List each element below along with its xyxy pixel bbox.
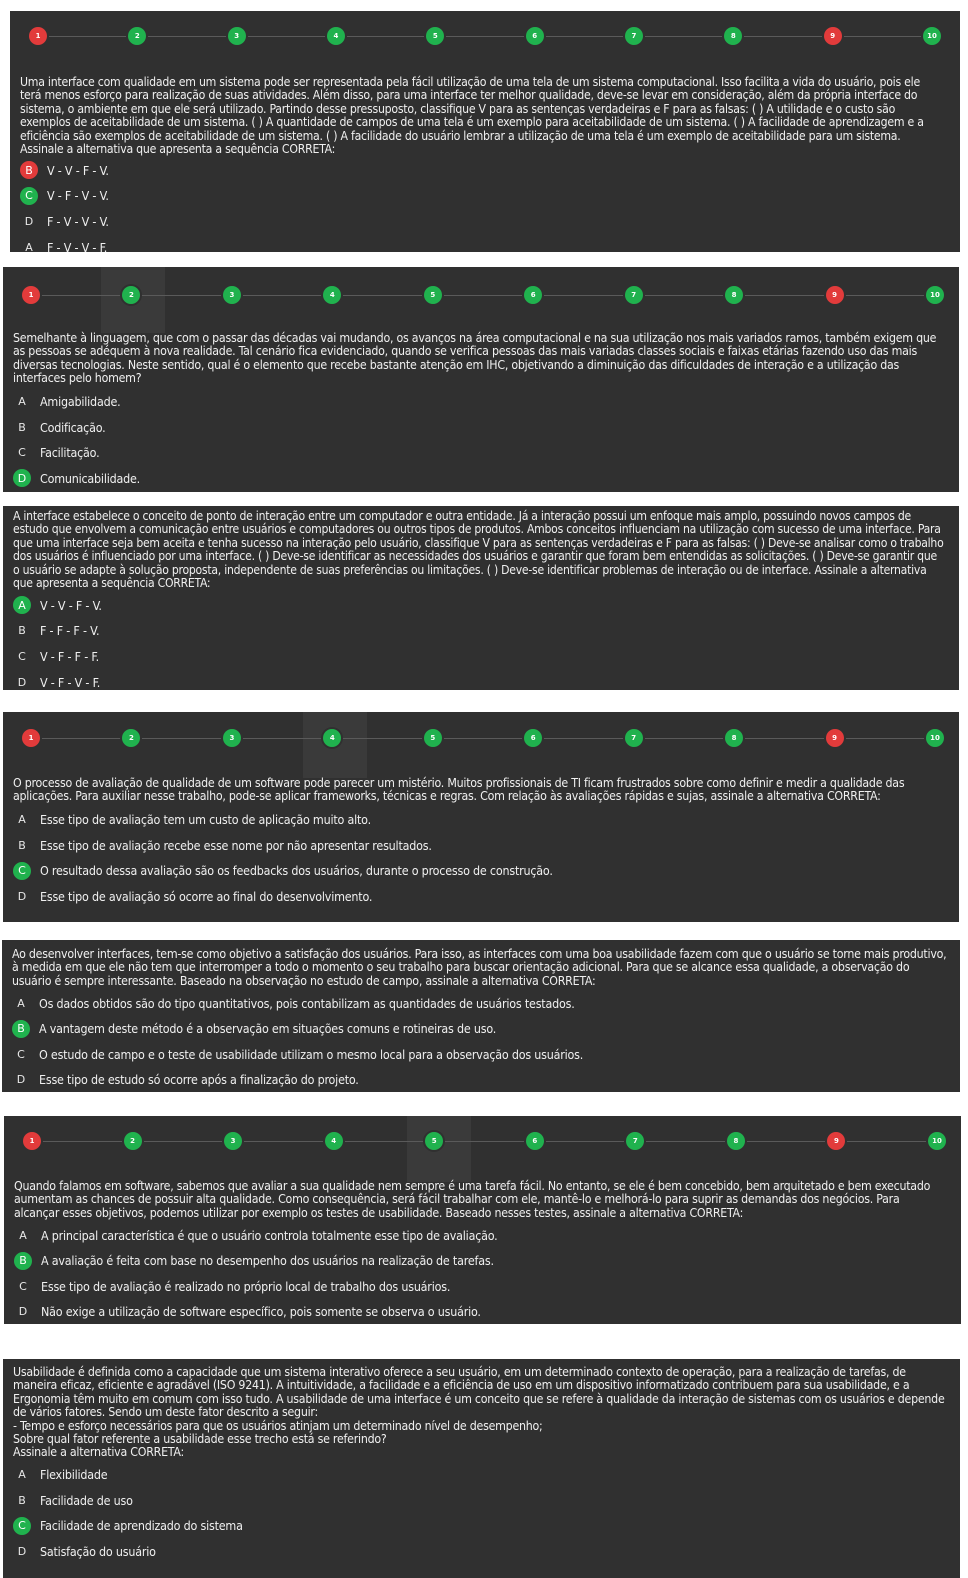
- option-letter-badge: B: [18, 624, 26, 638]
- option-letter-badge: B: [18, 1493, 26, 1507]
- answer-option[interactable]: [12, 1067, 956, 1092]
- option-letter-badge: B: [12, 1020, 30, 1038]
- answer-option[interactable]: [13, 414, 953, 440]
- question-number-dot[interactable]: 4: [323, 729, 341, 747]
- option-text: Facilitação.: [40, 445, 100, 461]
- question-number-dot[interactable]: 7: [625, 27, 643, 45]
- question-number-dot[interactable]: 2: [128, 27, 146, 45]
- question-text: Uma interface com qualidade em um sistema pode ser representada pela fácil utilização de uma tela de um sistema computacional. Isso facilita a vida do usuário, pois ele terá menos esforço para realização de suas atividades. Além disso, para uma interface ter melhor qualidade, deve-se levar em consideração, além da própria interface do sistema, o ambiente em que ele será utilizado. Partindo desse pressuposto, classifique V para as sentenças verdadeiras e F para as falsas: ( ) A utilidade e o custo são exemplos de aceitabilidade de um sistema. ( ) A quantidade de campos de uma tela é um exemplo para aceitabilidade de um sistema. ( ) A facilidade de aprendizagem e a eficiência são exemplos de aceitabilidade de um sistema. ( ) A facilidade do usuário lembrar a utilização de uma tela é um exemplo de aceitabilidade para um sistema. Assinale a alternativa que apresenta a sequência CORRETA:: [20, 75, 924, 157]
- question-card-1: [10, 11, 960, 252]
- option-letter-badge: C: [20, 187, 38, 205]
- option-text: Esse tipo de avaliação recebe esse nome por não apresentar resultados.: [40, 837, 432, 853]
- answer-option[interactable]: [12, 1016, 956, 1042]
- question-text: A interface estabelece o conceito de ponto de interação entre um computador e outra entidade. Já a interação possui um enfoque mais amplo, possuindo novos campos de estudo que envolvem a comunicação entre usuários e computadores ou outros tipos de produtos. Ambos conceitos influenciam na utilização com sucesso de uma interface. Para que uma interface seja bem aceita e tenha sucesso na interação pelo usuário, classifique V para as sentenças verdadeiras e F para as falsas: ( ) Deve-se analisar como o trabalho dos usuários é influenciado por uma interface. ( ) Deve-se identificar as necessidades dos usuários e garantir que foram bem entendidas as solicitações. ( ) Deve-se garantir que o usuário se adapte à solução proposta, independente de suas preferências ou limitações. ( ) Deve-se identificar problemas de interação ou de interface. Assinale a alternativa que apresenta a sequência CORRETA:: [13, 509, 944, 591]
- question-number-dot[interactable]: 5: [425, 1132, 443, 1150]
- question-number-dot[interactable]: 1: [29, 27, 47, 45]
- option-letter-badge: C: [17, 1047, 25, 1061]
- option-letter-badge: B: [18, 838, 26, 852]
- option-text: Flexibilidade: [40, 1467, 108, 1483]
- answer-option[interactable]: [13, 644, 953, 670]
- answer-option[interactable]: [13, 592, 953, 618]
- question-number-dot[interactable]: 6: [526, 27, 544, 45]
- answer-option[interactable]: [13, 858, 953, 884]
- answer-options: [14, 1222, 955, 1324]
- answer-options: [13, 389, 953, 491]
- option-text: Os dados obtidos são do tipo quantitativos, pois contabilizam as quantidades de usuários testados.: [39, 995, 575, 1011]
- question-number-dot[interactable]: 2: [124, 1132, 142, 1150]
- answer-option[interactable]: [13, 807, 953, 833]
- question-card-6: [4, 1116, 961, 1324]
- answer-option[interactable]: [13, 669, 953, 690]
- option-text: V - F - V - V.: [47, 188, 109, 204]
- option-text: Esse tipo de avaliação só ocorre ao final do desenvolvimento.: [40, 888, 373, 904]
- question-number-dot[interactable]: 3: [224, 1132, 242, 1150]
- question-number-dot[interactable]: 5: [426, 27, 444, 45]
- question-number-dot[interactable]: 9: [824, 27, 842, 45]
- option-letter-badge: A: [19, 1228, 27, 1242]
- question-progress-bar: [14, 1126, 955, 1156]
- answer-option[interactable]: [20, 234, 950, 252]
- answer-option[interactable]: [13, 1513, 954, 1539]
- option-text: Não exige a utilização de software específico, pois somente se observa o usuário.: [41, 1304, 481, 1320]
- answer-option[interactable]: [14, 1299, 955, 1324]
- answer-option[interactable]: [13, 389, 953, 415]
- answer-options: [12, 990, 956, 1092]
- question-card-3: [3, 506, 959, 690]
- question-number-dot[interactable]: 8: [725, 729, 743, 747]
- option-letter-badge: D: [17, 889, 27, 903]
- answer-options: [20, 157, 950, 252]
- option-text: Facilidade de aprendizado do sistema: [40, 1518, 243, 1534]
- answer-option[interactable]: [13, 832, 953, 858]
- option-text: V - F - V - F.: [40, 674, 101, 690]
- option-letter-badge: D: [13, 469, 31, 487]
- option-letter-badge: D: [17, 675, 27, 689]
- option-text: F - V - V - V.: [47, 213, 109, 229]
- option-letter-badge: A: [17, 996, 25, 1010]
- question-number-dot[interactable]: 5: [424, 286, 442, 304]
- question-number-dot[interactable]: 6: [526, 1132, 544, 1150]
- question-text: Quando falamos em software, sabemos que avaliar a sua qualidade nem sempre é uma tarefa fácil. No entanto, se ele é bem concebido, bem arquitetado e bem executado aumentam as chances de possuir alta qualidade. Como consequência, será fácil trabalhar com ele, mantê-lo e melhorá-lo para suprir as demandas dos negócios. Para alcançar esses objetivos, podemos utilizar por exemplo os testes de usabilidade. Baseado nesses testes, assinale a alternativa CORRETA:: [14, 1179, 931, 1220]
- question-number-dot[interactable]: 9: [826, 729, 844, 747]
- option-text: A vantagem deste método é a observação em situações comuns e rotineiras de uso.: [39, 1021, 497, 1037]
- answer-option[interactable]: [13, 884, 953, 910]
- option-text: O estudo de campo e o teste de usabilidade utilizam o mesmo local para a observação dos usuários.: [39, 1046, 584, 1062]
- option-letter-badge: D: [24, 214, 34, 228]
- option-text: Comunicabilidade.: [40, 470, 141, 486]
- option-text: O resultado dessa avaliação são os feedbacks dos usuários, durante o processo de construção.: [40, 863, 553, 879]
- question-number-dot[interactable]: 4: [325, 1132, 343, 1150]
- question-number-dot[interactable]: 10: [926, 729, 944, 747]
- question-number-dot[interactable]: 10: [926, 286, 944, 304]
- question-number-dot[interactable]: 3: [223, 729, 241, 747]
- answer-option[interactable]: [14, 1273, 955, 1299]
- option-text: Amigabilidade.: [40, 393, 121, 409]
- answer-option[interactable]: [20, 157, 950, 183]
- question-number-dot[interactable]: 4: [323, 286, 341, 304]
- question-number-dot[interactable]: 2: [122, 729, 140, 747]
- answer-option[interactable]: [20, 183, 950, 209]
- question-number-dot[interactable]: 5: [424, 729, 442, 747]
- question-number-dot[interactable]: 3: [228, 27, 246, 45]
- option-text: Esse tipo de avaliação tem um custo de aplicação muito alto.: [40, 812, 371, 828]
- answer-option[interactable]: [14, 1248, 955, 1274]
- option-letter-badge: A: [18, 394, 26, 408]
- answer-option[interactable]: [12, 990, 956, 1016]
- option-text: V - F - F - F.: [40, 648, 99, 664]
- option-letter-badge: D: [17, 1544, 27, 1558]
- option-letter-badge: D: [16, 1073, 26, 1087]
- option-text: Facilidade de uso: [40, 1492, 133, 1508]
- answer-option[interactable]: [13, 1487, 954, 1513]
- answer-option[interactable]: [13, 1539, 954, 1565]
- option-text: V - V - F - V.: [40, 597, 102, 613]
- question-text: Ao desenvolver interfaces, tem-se como objetivo a satisfação dos usuários. Para isso, as interfaces com uma boa usabilidade fazem com que o usuário se torne mais produtivo, à medida em que ele não tem que interromper a todo o momento o seu trabalho para buscar orientação adicional. Para que se alcance essa qualidade, a observação do usuário é sempre interessante. Baseado na observação no estudo de campo, assinale a alternativa CORRETA:: [12, 947, 947, 988]
- question-number-dot[interactable]: 6: [524, 729, 542, 747]
- option-text: V - V - F - V.: [47, 162, 109, 178]
- option-letter-badge: A: [18, 1468, 26, 1482]
- option-letter-badge: C: [19, 1279, 27, 1293]
- option-letter-badge: C: [18, 446, 26, 460]
- question-progress-bar: [13, 723, 953, 753]
- question-number-dot[interactable]: 10: [928, 1132, 946, 1150]
- question-progress-bar: [20, 21, 950, 51]
- option-letter-badge: C: [13, 862, 31, 880]
- option-text: A principal característica é que o usuário controla totalmente esse tipo de avaliação.: [41, 1227, 498, 1243]
- answer-options: [13, 807, 953, 909]
- option-letter-badge: C: [13, 1517, 31, 1535]
- question-number-dot[interactable]: 3: [223, 286, 241, 304]
- question-text: Semelhante à linguagem, que com o passar das décadas vai mudando, os avanços na área computacional e na sua utilização nos mais variados ramos, também exigem que as pessoas se adéquem à nova realidade. Tal cenário fica evidenciado, quando se verifica pessoas das mais variadas classes sociais e faixas etárias fazendo uso das mais diversas tecnologias. Neste sentido, qual é o elemento que recebe bastante atenção em IHC, objetivando a diminuição das dificuldades de interação e a utilização das interfaces pelo homem?: [13, 331, 937, 386]
- answer-option[interactable]: [13, 440, 953, 466]
- question-number-dot[interactable]: 6: [524, 286, 542, 304]
- question-number-dot[interactable]: 1: [23, 1132, 41, 1150]
- question-number-dot[interactable]: 1: [22, 286, 40, 304]
- option-letter-badge: B: [14, 1252, 32, 1270]
- question-number-dot[interactable]: 7: [626, 1132, 644, 1150]
- question-number-dot[interactable]: 7: [625, 729, 643, 747]
- question-progress-bar: [13, 280, 953, 310]
- option-text: A avaliação é feita com base no desempenho dos usuários na realização de tarefas.: [41, 1253, 494, 1269]
- question-card-2: [3, 267, 959, 492]
- question-text: O processo de avaliação de qualidade de um software pode parecer um mistério. Muitos profissionais de TI ficam frustrados sobre como definir e medir a qualidade das aplicações. Para auxiliar nesse trabalho, pode-se aplicar frameworks, técnicas e regras. Com relação às avaliações rápidas e sujas, assinale a alternativa CORRETA:: [13, 776, 905, 804]
- answer-options: [13, 592, 953, 690]
- option-letter-badge: C: [18, 649, 26, 663]
- question-number-dot[interactable]: 8: [727, 1132, 745, 1150]
- question-number-dot[interactable]: 10: [923, 27, 941, 45]
- option-letter-badge: A: [25, 240, 33, 252]
- question-number-dot[interactable]: 8: [724, 27, 742, 45]
- question-number-dot[interactable]: 2: [122, 286, 140, 304]
- question-number-dot[interactable]: 1: [22, 729, 40, 747]
- question-number-dot[interactable]: 7: [625, 286, 643, 304]
- option-letter-badge: A: [18, 813, 26, 827]
- question-text: Usabilidade é definida como a capacidade que um sistema interativo oferece a seu usuário, em um determinado contexto de operação, para a realização de tarefas, de maneira eficaz, eficiente e agradável (ISO 9241). A intuitividade, a facilidade e a eficiência de uso em um dispositivo informatizado contribuem para sua usabilidade, e a Ergonomia têm muito em comum com isso tudo. A usabilidade de uma interface é um conceito que se refere à qualidade da interação de sistemas com os usuários e depende de vários fatores. Sendo um deste fator descrito a seguir: - Tempo e esforço necessários para que os usuários atinjam um determinado nível de desempenho; Sobre qual fator referente a usabilidade esse trecho está se referindo? Assinale a alternativa CORRETA:: [13, 1365, 945, 1460]
- question-number-dot[interactable]: 8: [725, 286, 743, 304]
- question-number-dot[interactable]: 9: [826, 286, 844, 304]
- answer-option[interactable]: [13, 1462, 954, 1488]
- option-letter-badge: A: [13, 596, 31, 614]
- option-letter-badge: D: [18, 1305, 28, 1319]
- option-letter-badge: B: [18, 420, 26, 434]
- option-text: F - F - F - V.: [40, 623, 100, 639]
- question-card-5: [2, 940, 960, 1092]
- option-text: Codificação.: [40, 419, 106, 435]
- answer-option[interactable]: [12, 1041, 956, 1067]
- option-text: Esse tipo de estudo só ocorre após a finalização do projeto.: [39, 1072, 359, 1088]
- option-letter-badge: B: [20, 161, 38, 179]
- question-number-dot[interactable]: 9: [827, 1132, 845, 1150]
- answer-option[interactable]: [14, 1222, 955, 1248]
- answer-option[interactable]: [13, 465, 953, 491]
- question-card-7: [3, 1359, 960, 1578]
- question-number-dot[interactable]: 4: [327, 27, 345, 45]
- answer-option[interactable]: [20, 209, 950, 235]
- option-text: F - V - V - F.: [47, 239, 108, 252]
- answer-options: [13, 1462, 954, 1564]
- question-card-4: [3, 712, 959, 922]
- option-text: Satisfação do usuário: [40, 1543, 156, 1559]
- option-text: Esse tipo de avaliação é realizado no próprio local de trabalho dos usuários.: [41, 1278, 451, 1294]
- answer-option[interactable]: [13, 618, 953, 644]
